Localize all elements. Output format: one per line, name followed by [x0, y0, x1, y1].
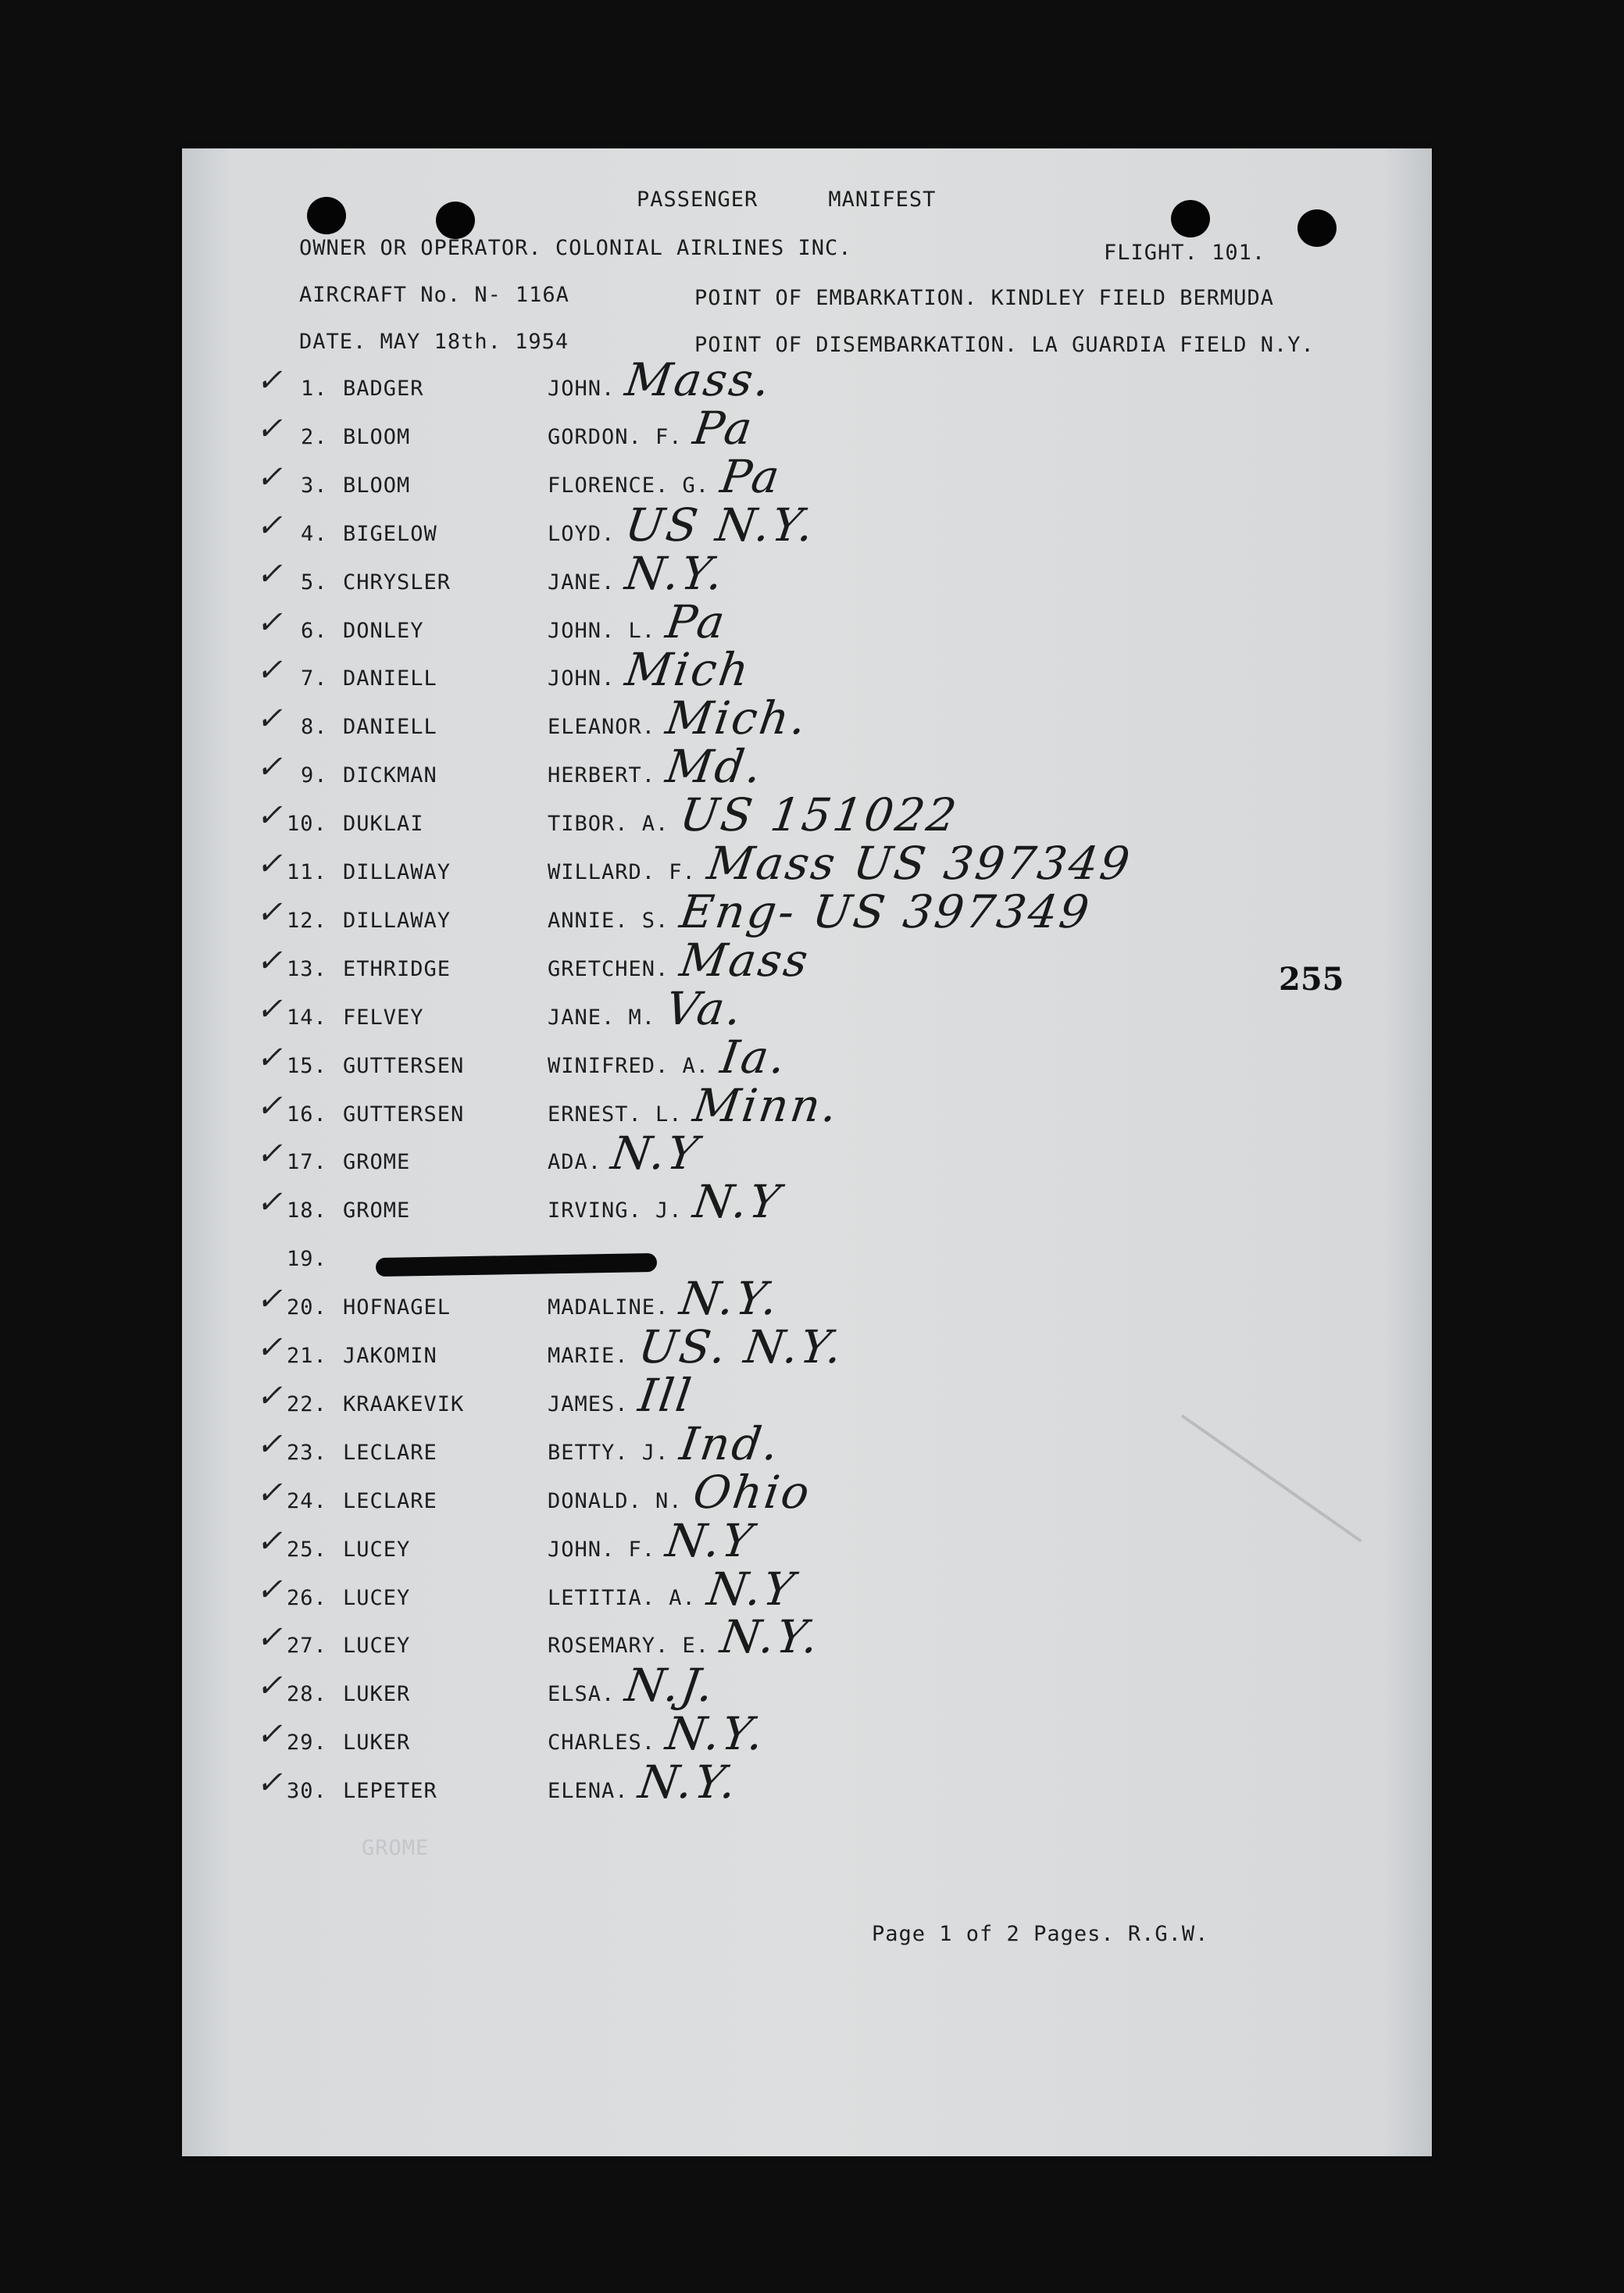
passenger-surname: DANIELL — [343, 715, 437, 740]
check-mark-icon: ✓ — [256, 1039, 283, 1076]
passenger-number: 6. — [301, 618, 328, 643]
passenger-surname: BLOOM — [343, 424, 411, 449]
punch-hole — [1297, 209, 1337, 247]
passenger-number: 3. — [301, 473, 328, 498]
page-stamp-number: 255 — [1279, 961, 1344, 998]
handwritten-residence-note: Mass — [676, 933, 814, 987]
passenger-number: 29. — [287, 1730, 327, 1755]
passenger-surname: LECLARE — [343, 1488, 437, 1513]
passenger-number: 18. — [287, 1198, 327, 1223]
check-mark-icon: ✓ — [256, 1571, 283, 1608]
passenger-surname: BIGELOW — [343, 521, 437, 546]
embarkation-line: POINT OF EMBARKATION. KINDLEY FIELD BERMUDA — [694, 286, 1275, 310]
passenger-given-name: IRVING. J. — [548, 1198, 683, 1223]
check-mark-icon: ✓ — [256, 1620, 283, 1656]
passenger-given-name: ANNIE. S. — [548, 908, 669, 933]
handwritten-residence-note: N.Y. — [717, 1610, 824, 1664]
passenger-given-name: HERBERT. — [548, 763, 656, 788]
passenger-surname: DILLAWAY — [343, 860, 452, 884]
passenger-given-name: ROSEMARY. E. — [548, 1634, 710, 1659]
bleed-through — [362, 1836, 429, 1860]
passenger-number: 11. — [287, 860, 327, 884]
check-mark-icon: ✓ — [256, 459, 283, 495]
passenger-number: 23. — [287, 1440, 327, 1465]
passenger-number: 16. — [287, 1102, 327, 1127]
passenger-surname: ETHRIDGE — [343, 956, 452, 981]
passenger-given-name: JANE. M. — [548, 1005, 656, 1030]
check-mark-icon: ✓ — [256, 363, 283, 398]
check-mark-icon: ✓ — [256, 555, 283, 592]
passenger-surname: GUTTERSEN — [343, 1053, 465, 1078]
passenger-surname: HOFNAGEL — [343, 1295, 452, 1320]
handwritten-residence-note: Ind. — [676, 1416, 784, 1470]
passenger-given-name: GORDON. F. — [548, 424, 683, 449]
passenger-given-name: WILLARD. F. — [548, 860, 696, 884]
passenger-number: 27. — [287, 1634, 327, 1659]
passenger-surname: DILLAWAY — [343, 908, 452, 933]
passenger-surname: CHRYSLER — [343, 570, 452, 595]
check-mark-icon: ✓ — [256, 1668, 283, 1705]
passenger-number: 9. — [301, 763, 328, 788]
check-mark-icon: ✓ — [256, 991, 283, 1027]
passenger-given-name: LOYD. — [548, 521, 616, 546]
passenger-given-name: MARIE. — [548, 1344, 629, 1368]
passenger-number: 17. — [287, 1150, 327, 1175]
check-mark-icon: ✓ — [256, 942, 283, 979]
handwritten-residence-note: US. N.Y. — [635, 1320, 848, 1373]
passenger-number: 8. — [301, 715, 328, 740]
manifest-title: PASSENGER MANIFEST — [637, 188, 937, 212]
handwritten-residence-note: N.Y. — [662, 1707, 769, 1761]
scan-streak — [1181, 1414, 1362, 1542]
handwritten-residence-note: Eng- US 397349 — [676, 884, 1095, 938]
passenger-number: 21. — [287, 1344, 327, 1368]
handwritten-residence-note: N.Y — [662, 1513, 758, 1567]
check-mark-icon: ✓ — [256, 1330, 283, 1366]
handwritten-residence-note: N.Y. — [676, 1272, 783, 1326]
passenger-number: 2. — [301, 424, 328, 449]
aircraft-line: AIRCRAFT No. N- 116A — [299, 283, 569, 307]
passenger-given-name: JOHN. F. — [548, 1537, 656, 1562]
check-mark-icon: ✓ — [256, 507, 283, 544]
passenger-number: 20. — [287, 1295, 327, 1320]
handwritten-residence-note: Mich. — [662, 691, 812, 745]
passenger-surname: BADGER — [343, 377, 424, 401]
handwritten-residence-note: Pa — [717, 449, 785, 503]
passenger-given-name: JOHN. L. — [548, 618, 656, 643]
passenger-surname: DUKLAI — [343, 812, 424, 837]
owner-line: OWNER OR OPERATOR. COLONIAL AIRLINES INC. — [299, 236, 852, 260]
check-mark-icon: ✓ — [256, 1184, 283, 1221]
passenger-given-name: FLORENCE. G. — [548, 473, 710, 498]
passenger-surname: GUTTERSEN — [343, 1102, 465, 1127]
handwritten-residence-note: Ia. — [717, 1030, 791, 1084]
check-mark-icon: ✓ — [256, 1088, 283, 1124]
punch-hole — [307, 197, 346, 234]
passenger-given-name: JOHN. — [548, 377, 616, 401]
check-mark-icon: ✓ — [256, 604, 283, 641]
check-mark-icon: ✓ — [256, 749, 283, 786]
check-mark-icon: ✓ — [256, 652, 283, 689]
passenger-surname: LUKER — [343, 1682, 411, 1707]
handwritten-residence-note: N.Y — [608, 1127, 704, 1180]
passenger-surname: BLOOM — [343, 473, 411, 498]
check-mark-icon: ✓ — [256, 1377, 283, 1414]
handwritten-residence-note: Md. — [662, 740, 767, 794]
manifest-page — [182, 148, 1432, 2156]
passenger-given-name: WINIFRED. A. — [548, 1053, 710, 1078]
check-mark-icon: ✓ — [256, 1281, 283, 1318]
handwritten-residence-note: N.Y — [690, 1175, 786, 1229]
passenger-surname: LUCEY — [343, 1585, 411, 1610]
passenger-number: 1. — [301, 377, 328, 401]
passenger-number: 28. — [287, 1682, 327, 1707]
handwritten-residence-note: Mich — [622, 643, 755, 697]
check-mark-icon: ✓ — [256, 701, 283, 738]
passenger-surname: LECLARE — [343, 1440, 437, 1465]
check-mark-icon: ✓ — [256, 798, 283, 834]
check-mark-icon: ✓ — [256, 1426, 283, 1463]
passenger-number: 14. — [287, 1005, 327, 1030]
passenger-surname: DICKMAN — [343, 763, 437, 788]
disembarkation-line: POINT OF DISEMBARKATION. LA GUARDIA FIELD N.Y. — [694, 333, 1315, 357]
passenger-number: 19. — [287, 1247, 327, 1272]
passenger-surname: GROME — [343, 1150, 411, 1175]
passenger-number: 13. — [287, 956, 327, 981]
handwritten-residence-note: N.Y. — [635, 1755, 742, 1809]
passenger-number: 4. — [301, 521, 328, 546]
punch-hole — [436, 202, 475, 239]
flight-line: FLIGHT. 101. — [1104, 241, 1266, 265]
passenger-surname: JAKOMIN — [343, 1344, 437, 1368]
check-mark-icon: ✓ — [256, 1474, 283, 1511]
passenger-surname: LUCEY — [343, 1537, 411, 1562]
check-mark-icon: ✓ — [256, 894, 283, 930]
passenger-given-name: ELENA. — [548, 1779, 629, 1804]
passenger-number: 10. — [287, 812, 327, 837]
handwritten-residence-note: N.Y. — [622, 546, 729, 600]
passenger-number: 15. — [287, 1053, 327, 1078]
passenger-given-name: CHARLES. — [548, 1730, 656, 1755]
check-mark-icon: ✓ — [256, 1136, 283, 1173]
passenger-given-name: JOHN. — [548, 666, 616, 691]
ghost-text: GROME — [362, 1836, 430, 1860]
passenger-number: 24. — [287, 1488, 327, 1513]
passenger-given-name: ADA. — [548, 1150, 602, 1175]
handwritten-residence-note: US N.Y. — [622, 498, 819, 552]
passenger-given-name: ERNEST. L. — [548, 1102, 683, 1127]
handwritten-residence-note: US 151022 — [676, 788, 962, 842]
passenger-surname: LEPETER — [343, 1779, 437, 1804]
handwritten-residence-note: Pa — [662, 595, 730, 648]
passenger-number: 7. — [301, 666, 328, 691]
handwritten-residence-note: Mass. — [622, 353, 776, 406]
check-mark-icon: ✓ — [256, 1716, 283, 1753]
check-mark-icon: ✓ — [256, 1765, 283, 1802]
passenger-surname: DONLEY — [343, 618, 424, 643]
passenger-given-name: LETITIA. A. — [548, 1585, 696, 1610]
handwritten-residence-note: N.Y — [704, 1562, 800, 1616]
passenger-given-name: JAMES. — [548, 1391, 629, 1416]
passenger-surname: FELVEY — [343, 1005, 424, 1030]
redaction-mark — [376, 1253, 657, 1277]
passenger-given-name: DONALD. N. — [548, 1488, 683, 1513]
passenger-surname: KRAAKEVIK — [343, 1391, 465, 1416]
date-line: DATE. MAY 18th. 1954 — [299, 330, 569, 354]
passenger-number: 26. — [287, 1585, 327, 1610]
passenger-given-name: ELEANOR. — [548, 715, 656, 740]
handwritten-residence-note: Ill — [635, 1368, 697, 1422]
passenger-given-name: MADALINE. — [548, 1295, 669, 1320]
passenger-given-name: GRETCHEN. — [548, 956, 669, 981]
handwritten-residence-note: Ohio — [690, 1465, 816, 1519]
passenger-number: 30. — [287, 1779, 327, 1804]
handwritten-residence-note: Va. — [662, 981, 748, 1035]
handwritten-residence-note: Minn. — [690, 1078, 843, 1132]
passenger-given-name: TIBOR. A. — [548, 812, 669, 837]
passenger-number: 22. — [287, 1391, 327, 1416]
passenger-given-name: BETTY. J. — [548, 1440, 669, 1465]
passenger-surname: LUCEY — [343, 1634, 411, 1659]
passenger-surname: GROME — [343, 1198, 411, 1223]
check-mark-icon: ✓ — [256, 410, 283, 447]
passenger-number: 12. — [287, 908, 327, 933]
passenger-given-name: ELSA. — [548, 1682, 616, 1707]
check-mark-icon: ✓ — [256, 846, 283, 882]
punch-hole — [1171, 200, 1210, 238]
page-footer: Page 1 of 2 Pages. R.G.W. — [872, 1922, 1209, 1946]
handwritten-residence-note: N.J. — [622, 1659, 719, 1713]
handwritten-residence-note: Mass US 397349 — [704, 837, 1136, 890]
passenger-number: 25. — [287, 1537, 327, 1562]
passenger-surname: DANIELL — [343, 666, 437, 691]
check-mark-icon: ✓ — [256, 1523, 283, 1559]
passenger-surname: LUKER — [343, 1730, 411, 1755]
passenger-given-name: JANE. — [548, 570, 616, 595]
handwritten-residence-note: Pa — [690, 401, 758, 455]
passenger-number: 5. — [301, 570, 328, 595]
